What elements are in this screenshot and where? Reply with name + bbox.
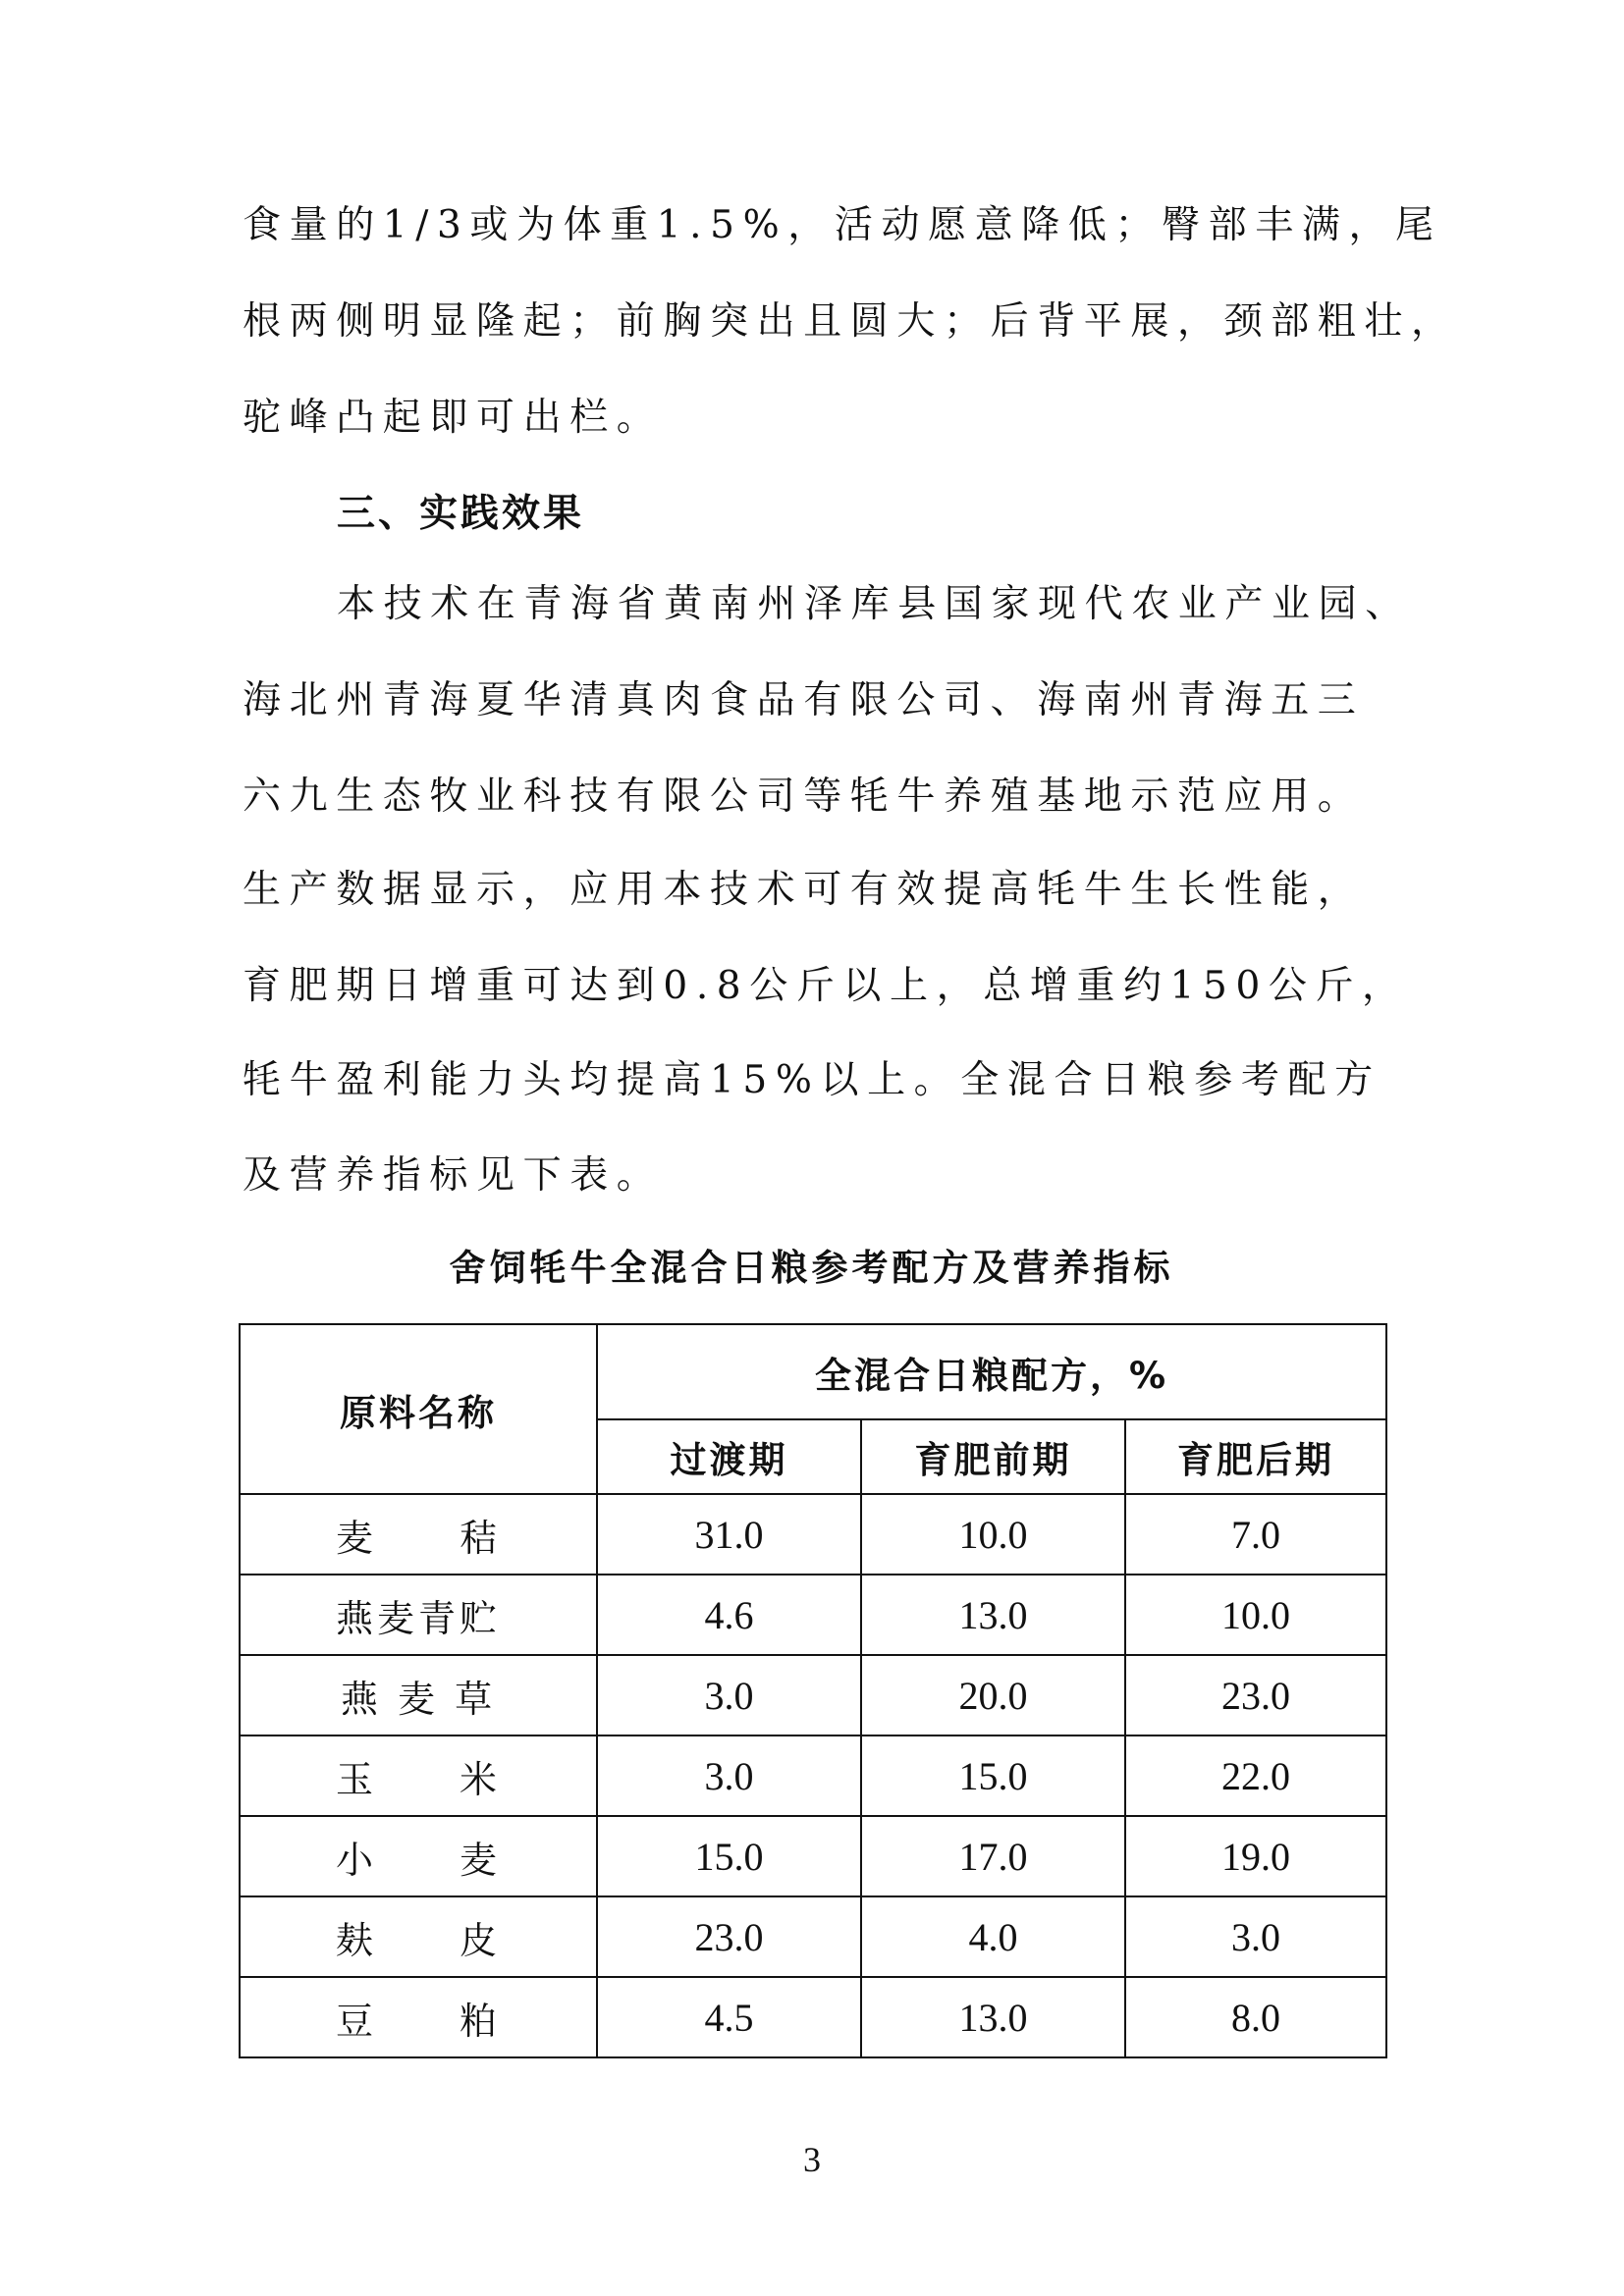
- value-cell: 4.0: [861, 1896, 1125, 1977]
- ingredient-name: 燕 麦 草: [240, 1655, 597, 1735]
- paragraph-line: 及营养指标见下表。: [243, 1153, 664, 1198]
- value-cell: 7.0: [1125, 1494, 1386, 1575]
- header-ingredient-name: 原料名称: [240, 1324, 597, 1494]
- body-text-line: 驼峰凸起即可出栏。: [243, 396, 664, 440]
- value-cell: 20.0: [861, 1655, 1125, 1735]
- paragraph-line: 生产数据显示，应用本技术可有效提高牦牛生长性能，: [243, 868, 1365, 912]
- value-cell: 10.0: [861, 1494, 1125, 1575]
- ingredient-name: 豆 粕: [240, 1977, 597, 2057]
- value-cell: 31.0: [597, 1494, 861, 1575]
- value-cell: 15.0: [597, 1816, 861, 1896]
- table-row: [240, 1816, 1386, 1896]
- value-cell: 4.6: [597, 1575, 861, 1655]
- value-cell: 4.5: [597, 1977, 861, 2057]
- paragraph-line: 育肥期日增重可达到0.8公斤以上，总增重约150公斤，: [243, 964, 1409, 1008]
- ingredient-name: 燕麦青贮: [240, 1575, 597, 1655]
- value-cell: 23.0: [1125, 1655, 1386, 1735]
- header-tmr-formula: 全混合日粮配方，%: [597, 1324, 1386, 1419]
- value-cell: 3.0: [597, 1655, 861, 1735]
- value-cell: 19.0: [1125, 1816, 1386, 1896]
- paragraph-line: 海北州青海夏华清真肉食品有限公司、海南州青海五三: [243, 678, 1365, 722]
- value-cell: 10.0: [1125, 1575, 1386, 1655]
- page-number: 3: [803, 2140, 821, 2179]
- recipe-table: [239, 1323, 1387, 2058]
- paragraph-line: 牦牛盈利能力头均提高15%以上。全混合日粮参考配方: [243, 1058, 1381, 1102]
- table-header-row: [240, 1324, 1386, 1419]
- ingredient-name: 麦 秸: [240, 1494, 597, 1575]
- value-cell: 23.0: [597, 1896, 861, 1977]
- table-row: [240, 1896, 1386, 1977]
- value-cell: 3.0: [597, 1735, 861, 1816]
- value-cell: 3.0: [1125, 1896, 1386, 1977]
- value-cell: 13.0: [861, 1977, 1125, 2057]
- table-row: [240, 1977, 1386, 2057]
- body-text-line: 根两侧明显隆起；前胸突出且圆大；后背平展，颈部粗壮，: [243, 299, 1458, 344]
- header-period-late-fattening: 育肥后期: [1125, 1419, 1386, 1494]
- table-row: [240, 1655, 1386, 1735]
- table-title: 舍饲牦牛全混合日粮参考配方及营养指标: [449, 1247, 1174, 1289]
- ingredient-name: 小 麦: [240, 1816, 597, 1896]
- section-heading: 三、实践效果: [337, 492, 585, 536]
- ingredient-name: 玉 米: [240, 1735, 597, 1816]
- table-row: [240, 1494, 1386, 1575]
- header-period-transition: 过渡期: [597, 1419, 861, 1494]
- value-cell: 15.0: [861, 1735, 1125, 1816]
- body-text-line: 食量的1/3或为体重1.5%，活动愿意降低；臀部丰满，尾: [243, 203, 1442, 247]
- table-row: [240, 1735, 1386, 1816]
- table-row: [240, 1575, 1386, 1655]
- ingredient-name: 麸 皮: [240, 1896, 597, 1977]
- value-cell: 13.0: [861, 1575, 1125, 1655]
- value-cell: 17.0: [861, 1816, 1125, 1896]
- paragraph-line: 本技术在青海省黄南州泽库县国家现代农业产业园、: [337, 582, 1412, 626]
- value-cell: 22.0: [1125, 1735, 1386, 1816]
- header-period-early-fattening: 育肥前期: [861, 1419, 1125, 1494]
- value-cell: 8.0: [1125, 1977, 1386, 2057]
- paragraph-line: 六九生态牧业科技有限公司等牦牛养殖基地示范应用。: [243, 774, 1365, 819]
